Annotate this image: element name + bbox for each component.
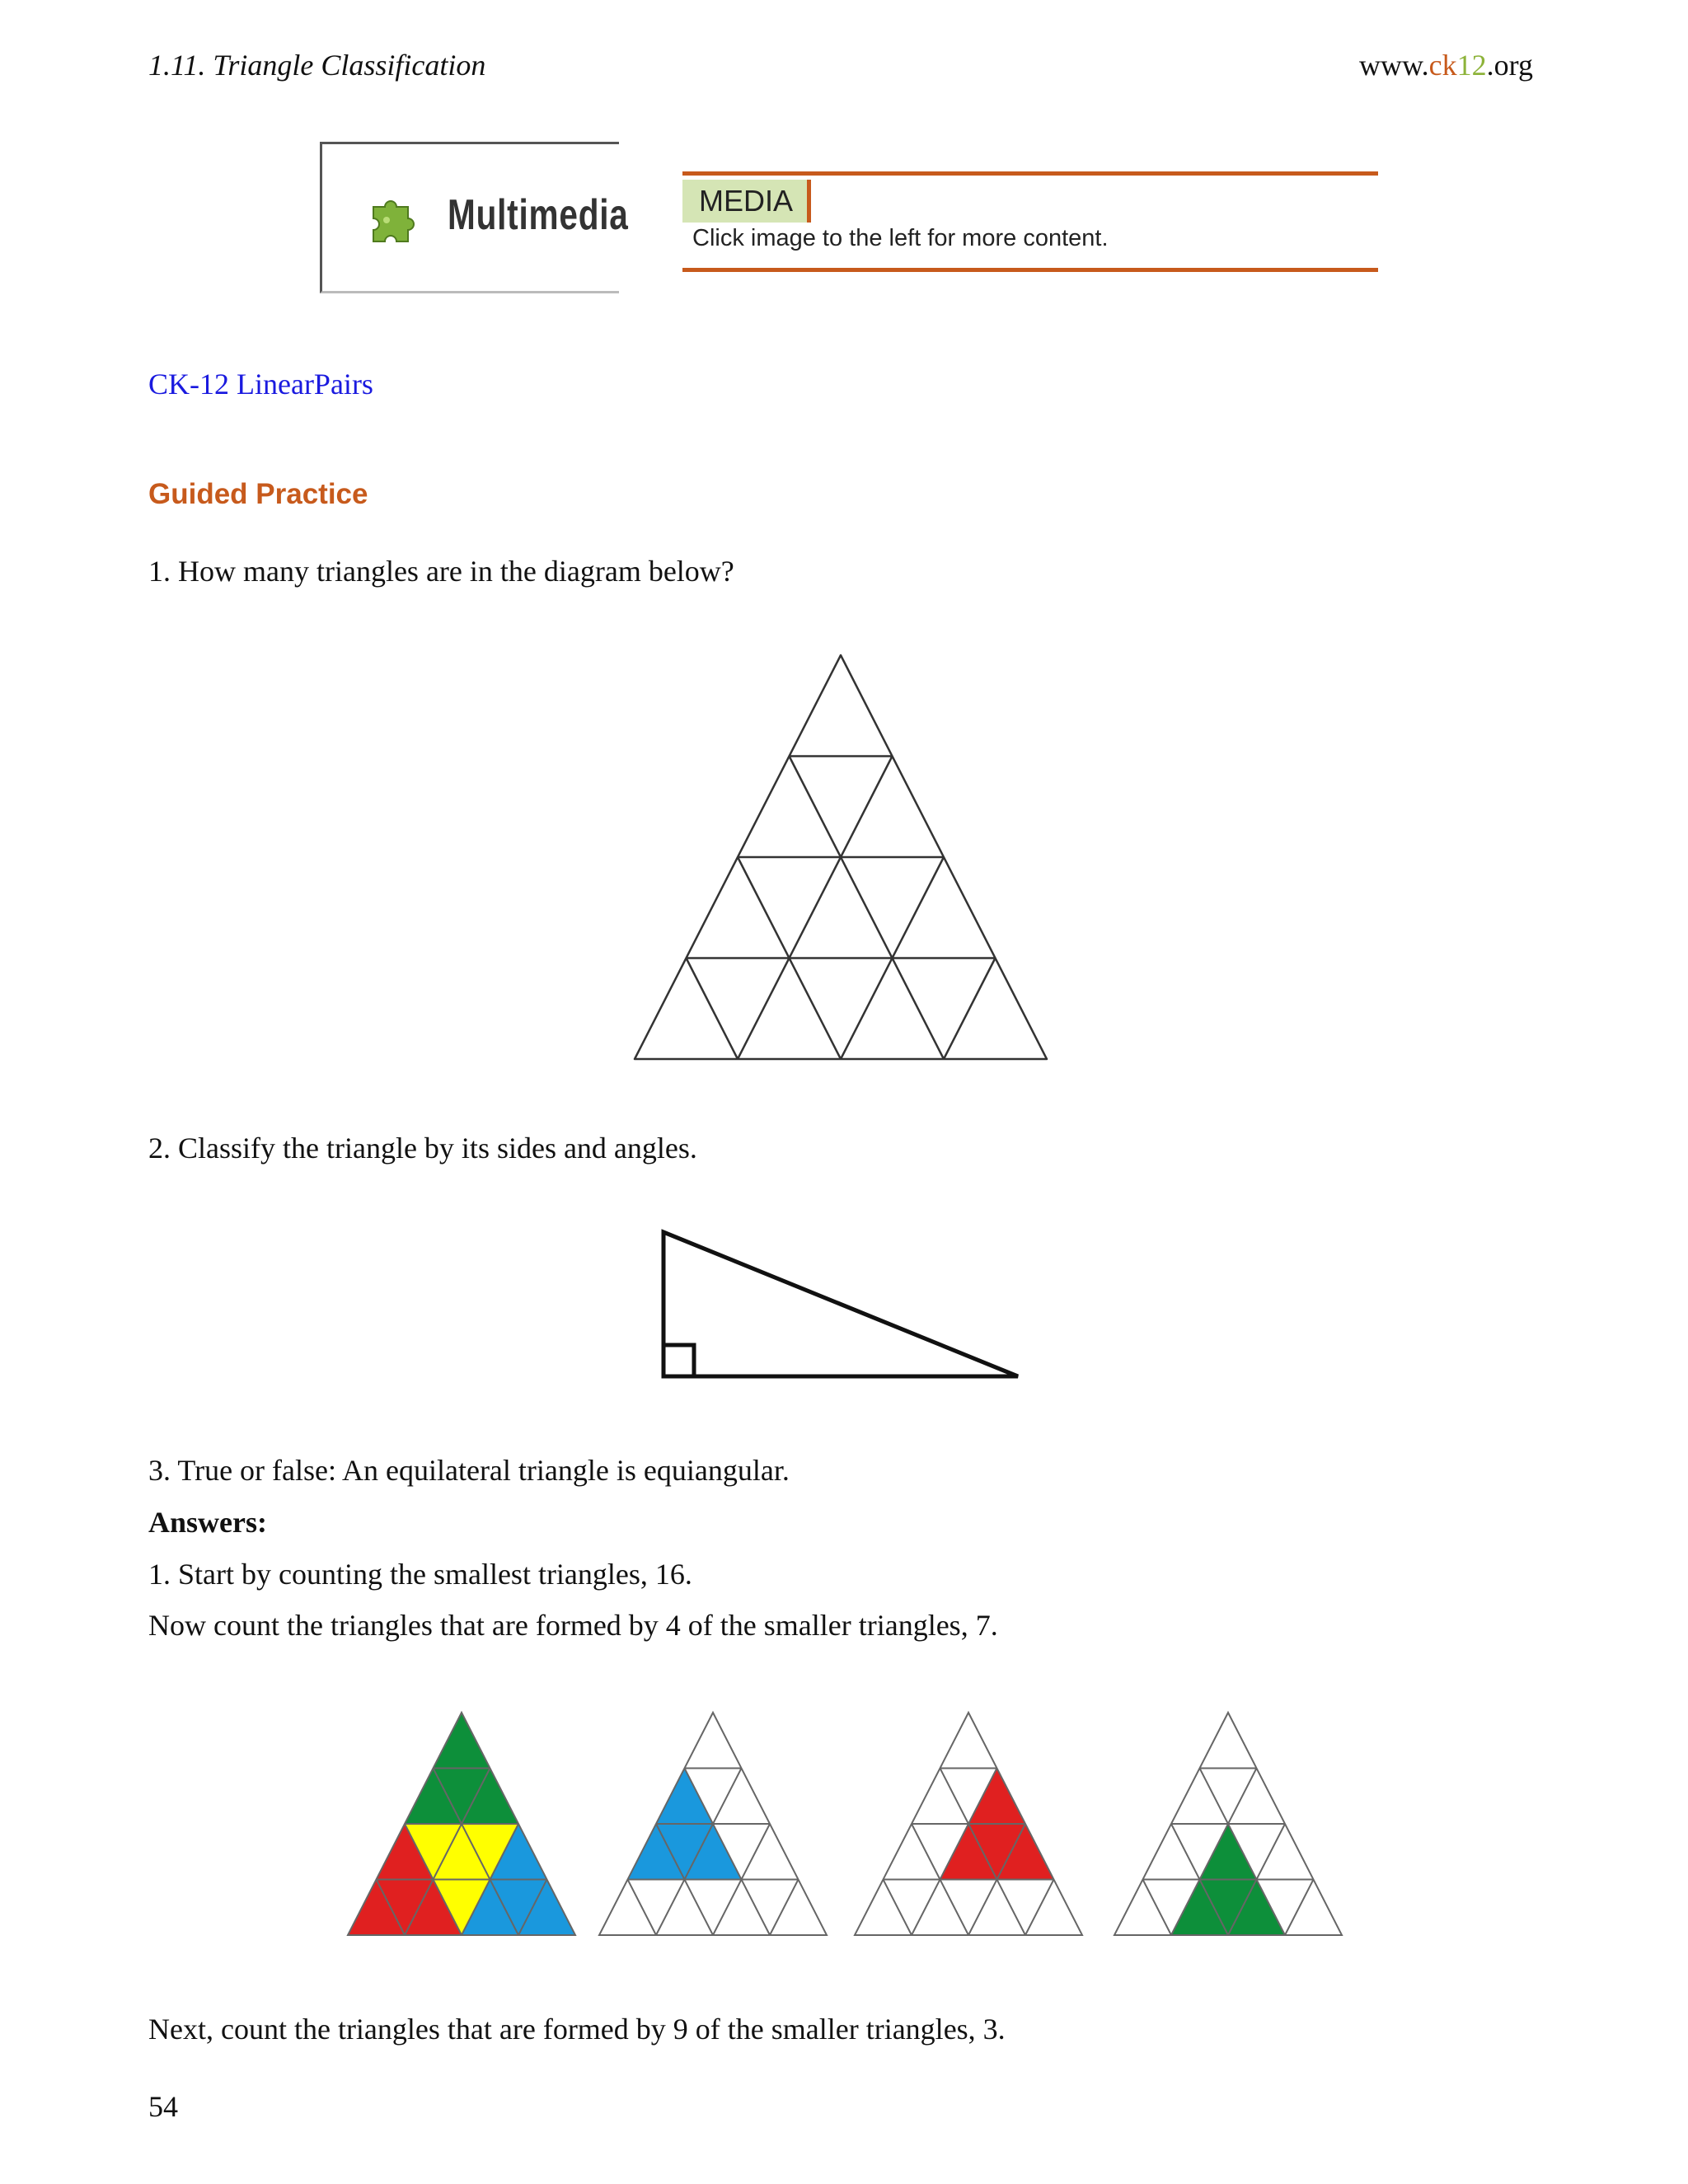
colored-triangle-3: [855, 1713, 1082, 1935]
media-callout: [682, 171, 1378, 272]
question-1: 1. How many triangles are in the diagram below?: [148, 555, 734, 588]
media-instruction: Click image to the left for more content.: [692, 225, 1109, 251]
right-triangle-diagram: [651, 1220, 1030, 1393]
running-header-title: 1.11. Triangle Classification: [148, 49, 486, 82]
linear-pairs-link[interactable]: CK-12 LinearPairs: [148, 368, 373, 401]
puzzle-piece-icon: [362, 189, 428, 255]
colored-triangle-4: [1114, 1713, 1342, 1935]
media-tag: MEDIA: [682, 180, 811, 223]
site-url[interactable]: www.ck12.org: [1359, 49, 1533, 82]
question-3: 3. True or false: An equilateral triangle is equiangular.: [148, 1454, 790, 1487]
multimedia-label: Multimedia: [448, 191, 629, 239]
answer-1-continued: Now count the triangles that are formed by 4 of the smaller triangles, 7.: [148, 1609, 998, 1642]
colored-triangle-2: [599, 1713, 827, 1935]
colored-triangle-1: [348, 1713, 575, 1935]
answers-heading: Answers:: [148, 1506, 267, 1539]
triangle-grid-diagram: [626, 647, 1055, 1076]
page-number: 54: [148, 2090, 178, 2123]
question-2: 2. Classify the triangle by its sides and angles.: [148, 1132, 697, 1165]
multimedia-image[interactable]: [320, 142, 629, 293]
answer-1: 1. Start by counting the smallest triangles, 16.: [148, 1558, 692, 1591]
colored-triangles-diagram: [338, 1706, 1352, 1945]
answer-1-next: Next, count the triangles that are formed by 9 of the smaller triangles, 3.: [148, 2013, 1006, 2046]
section-heading: Guided Practice: [148, 478, 368, 510]
